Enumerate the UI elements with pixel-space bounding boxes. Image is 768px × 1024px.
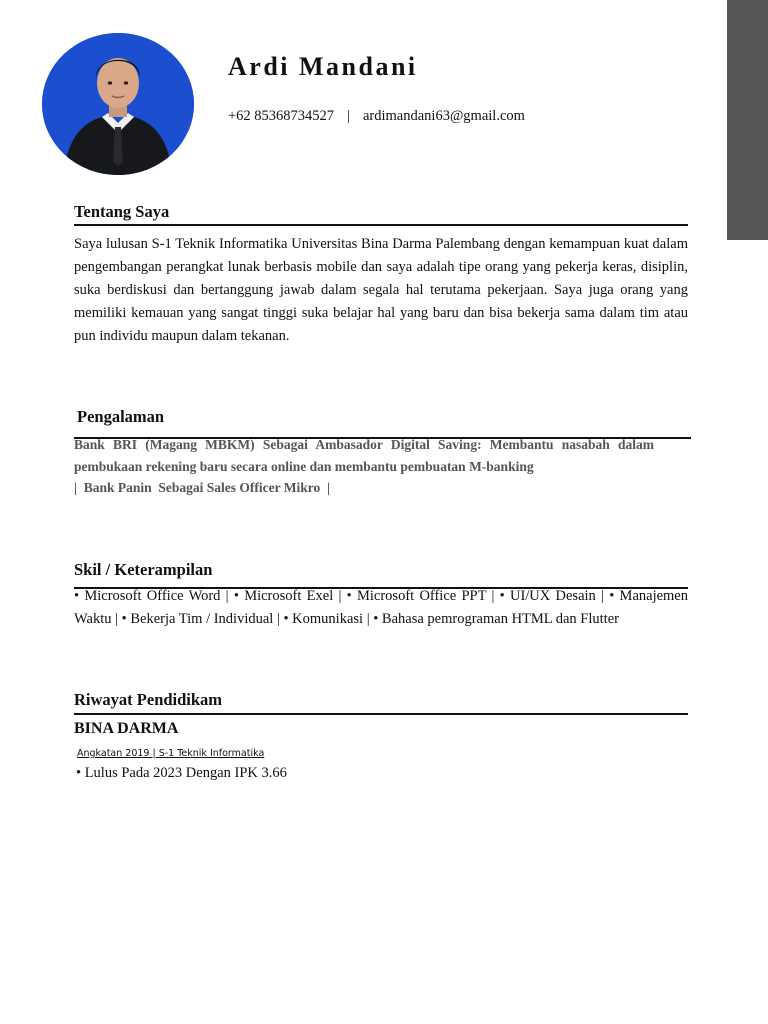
about-heading: Tentang Saya bbox=[74, 202, 170, 221]
contact-separator: | bbox=[347, 108, 350, 124]
about-divider bbox=[74, 224, 688, 226]
experience-heading: Pengalaman bbox=[77, 407, 165, 426]
scrollbar-thumb[interactable] bbox=[727, 0, 768, 240]
email-address: ardimandani63@gmail.com bbox=[362, 108, 525, 124]
graduation-result: • Lulus Pada 2023 Dengan IPK 3.66 bbox=[76, 765, 287, 781]
skills-heading: Skil / Keterampilan bbox=[74, 560, 213, 579]
experience-item-bri: Bank BRI (Magang MBKM) Sebagai Ambasador Digital Saving: Membantu nasabah dalam pembukaan rekening baru secara online dan membantu pembuatan M-banking bbox=[74, 437, 654, 474]
profile-photo bbox=[42, 33, 194, 175]
experience-item-panin: | Bank Panin Sebagai Sales Officer Mikro | bbox=[74, 480, 330, 495]
phone-number: +62 85368734527 bbox=[228, 108, 335, 124]
education-heading: Riwayat Pendidikam bbox=[74, 690, 223, 709]
contact-line bbox=[228, 108, 525, 125]
skills-text: • Microsoft Office Word | • Microsoft Exel | • Microsoft Office PPT | • UI/UX Desain | • Manajemen Waktu | • Bekerja Tim / Individual | • Komunikasi | • Bahasa pemrograman HTML dan Flutter bbox=[74, 588, 688, 627]
about-text: Saya lulusan S-1 Teknik Informatika Universitas Bina Darma Palembang dengan kemampuan kuat dalam pengembangan perangkat lunak berbasis mobile dan saya adalah tipe orang yang pekerja keras, disiplin, suka berdiskusi dan bertanggung jawab dalam segala hal terutama pekerjaan. Saya juga orang yang memiliki kemauan yang sangat tinggi suka belajar hal yang baru dan bisa bekerja sama dalam tim atau pun individu maupun dalam tekanan. bbox=[74, 236, 688, 344]
school-name: BINA DARMA bbox=[74, 720, 179, 737]
education-batch: Angkatan 2019 | S-1 Teknik Informatika bbox=[77, 748, 265, 759]
candidate-name: Ardi Mandani bbox=[228, 52, 418, 81]
education-divider bbox=[74, 713, 688, 715]
